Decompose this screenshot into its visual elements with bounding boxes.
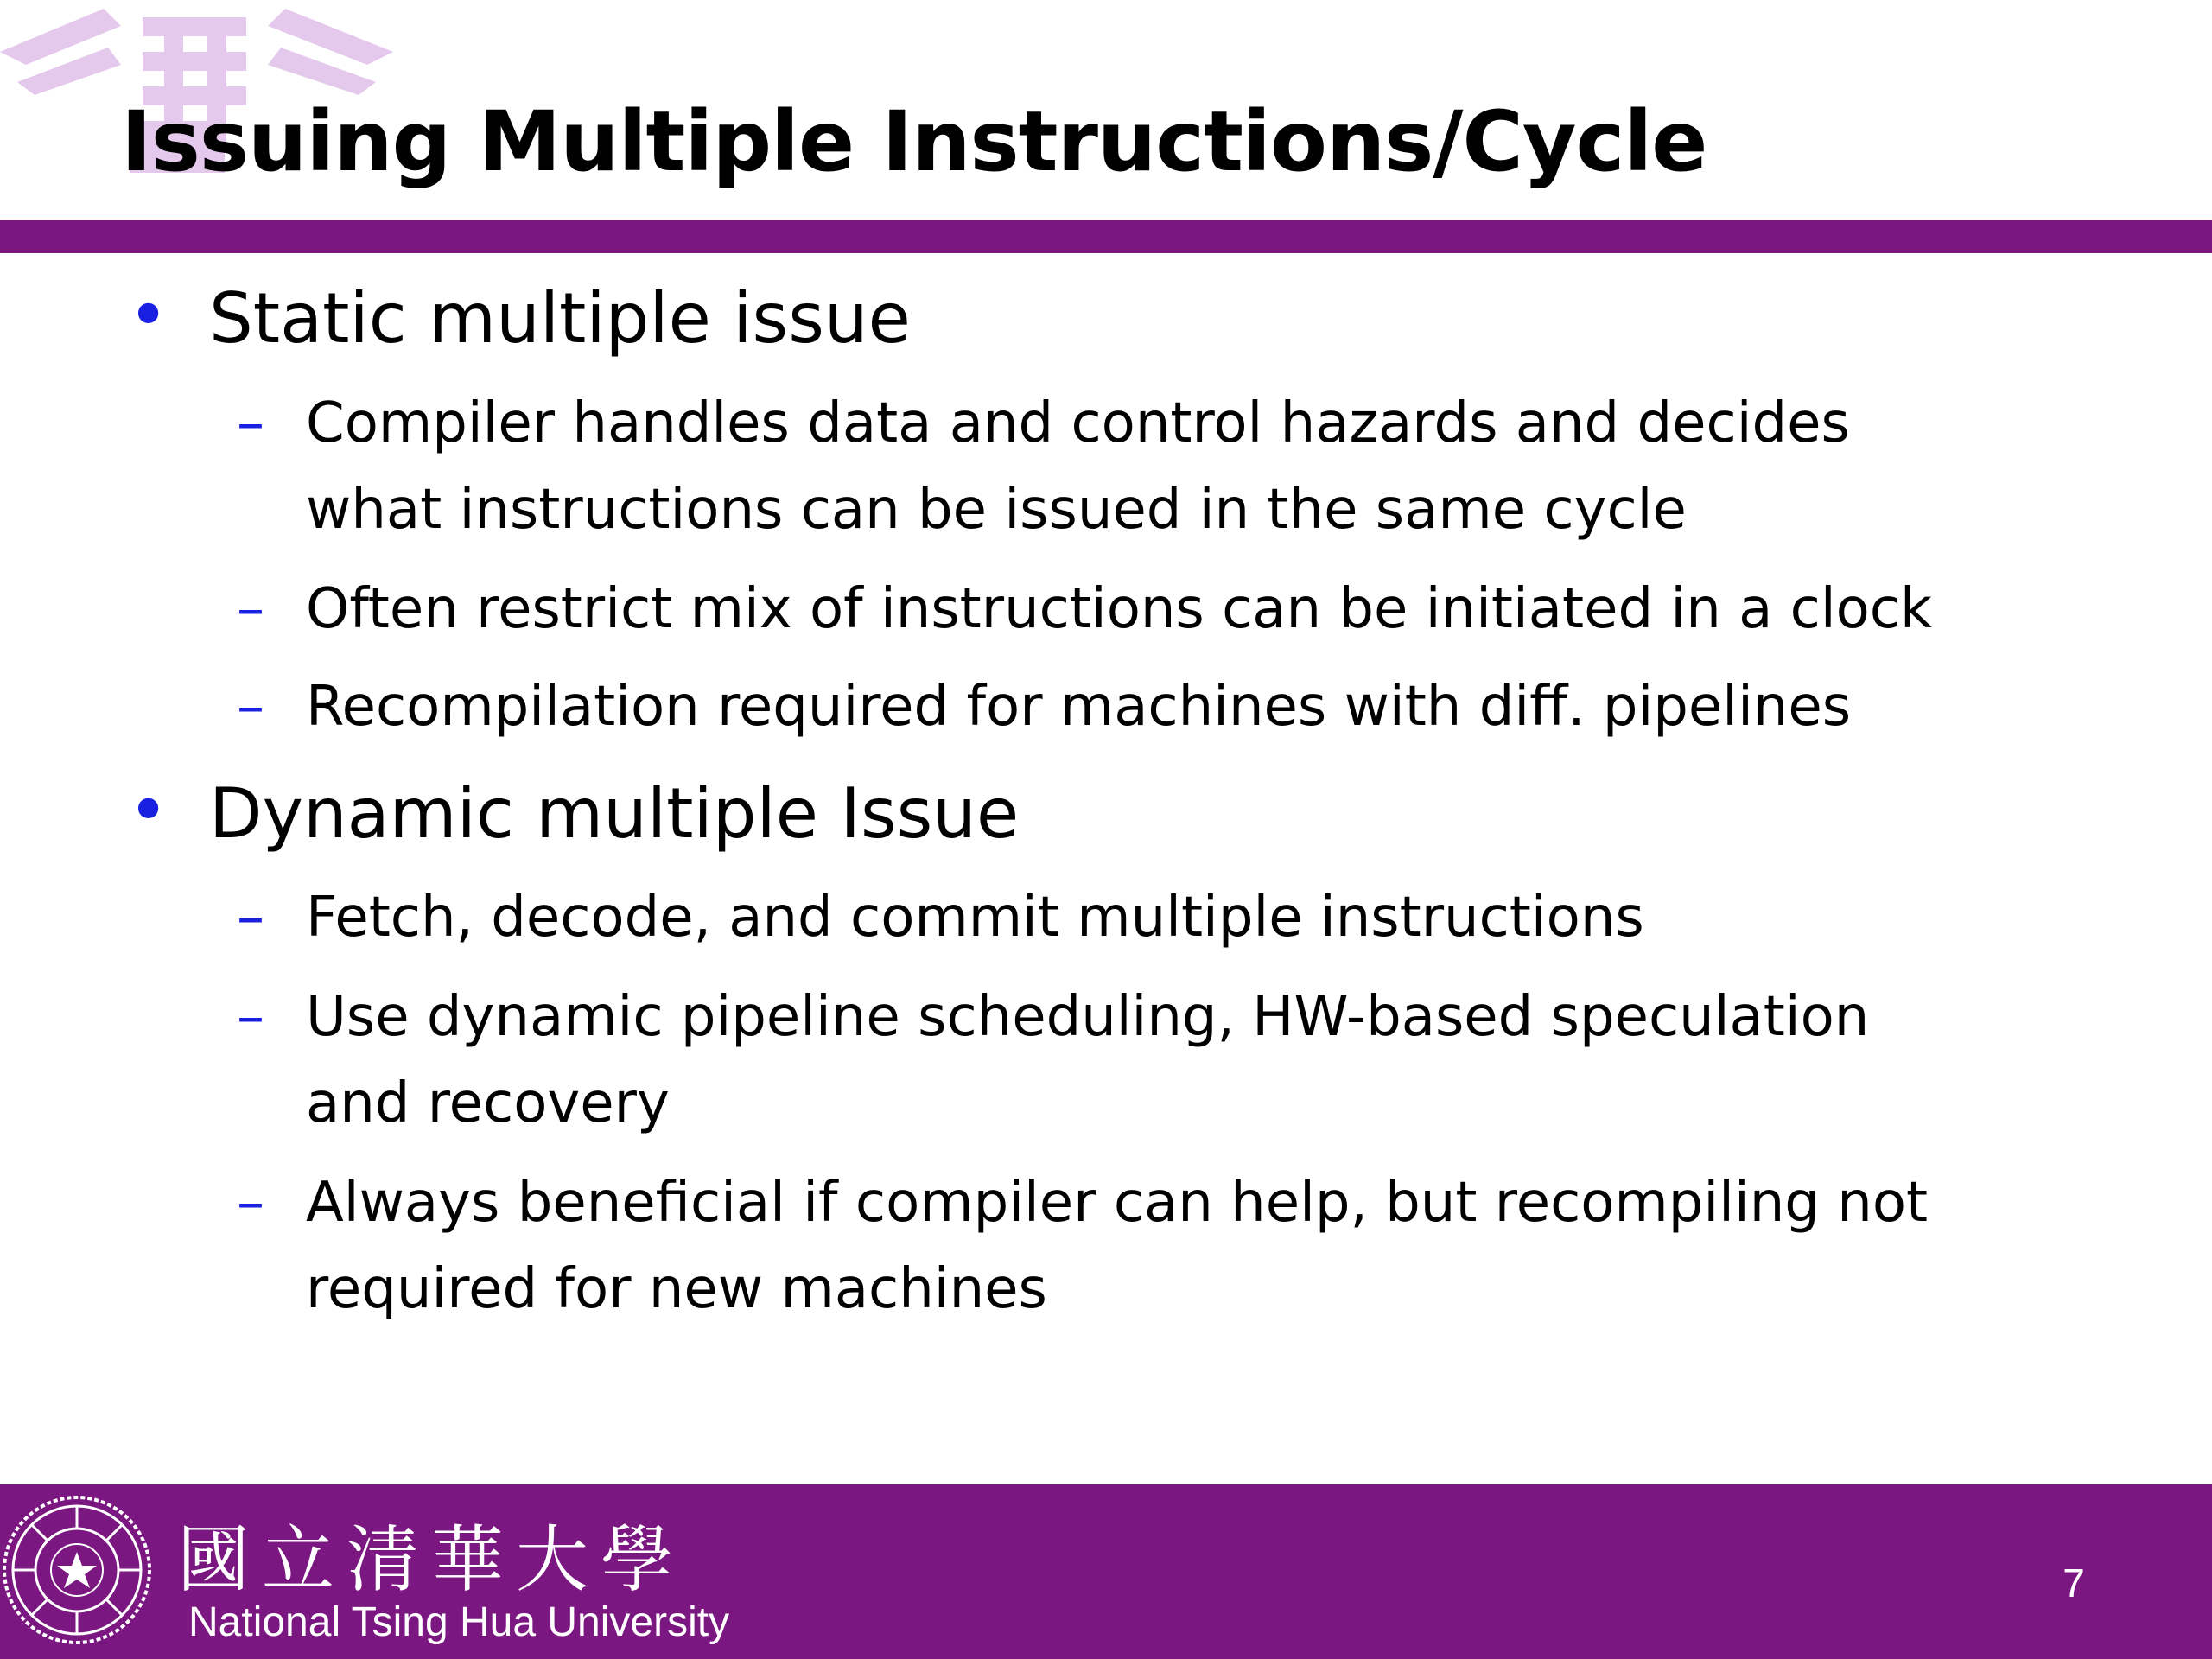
- dash-marker: –: [237, 675, 264, 739]
- university-name-chinese: 國立清華大學: [177, 1517, 686, 1602]
- sub-bullet-line: Fetch, decode, and commit multiple instructions: [306, 886, 1644, 950]
- sub-bullet-line: Use dynamic pipeline scheduling, HW-based speculation: [306, 985, 1870, 1049]
- sub-bullet-line: Often restrict mix of instructions can be initiated in a clock: [306, 577, 1933, 641]
- slide-title: Issuing Multiple Instructions/Cycle: [121, 93, 1707, 190]
- sub-bullet-line: and recovery: [306, 1071, 670, 1135]
- sub-bullet-line: Always beneficial if compiler can help, but recompiling not: [306, 1171, 1929, 1235]
- page-number: 7: [2063, 1560, 2085, 1605]
- dash-marker: –: [237, 391, 264, 455]
- university-name-english: National Tsing Hua University: [188, 1599, 730, 1645]
- bullet-text: Dynamic multiple Issue: [209, 773, 1020, 854]
- dash-marker: –: [237, 577, 264, 641]
- dash-marker: –: [237, 886, 264, 950]
- dash-marker: –: [237, 1171, 264, 1235]
- sub-bullet-line: what instructions can be issued in the same cycle: [306, 478, 1687, 542]
- title-divider-bar: [0, 220, 2212, 253]
- sub-bullet-line: Recompilation required for machines with diff. pipelines: [306, 675, 1852, 739]
- sub-bullet-line: Compiler handles data and control hazards and decides: [306, 391, 1850, 455]
- sub-bullet-line: required for new machines: [306, 1257, 1047, 1321]
- bullet-dot: •: [128, 770, 169, 850]
- bullet-text: Static multiple issue: [209, 278, 911, 359]
- dash-marker: –: [237, 985, 264, 1049]
- nthu-seal-icon: [0, 1493, 154, 1647]
- bullet-dot: •: [128, 275, 169, 355]
